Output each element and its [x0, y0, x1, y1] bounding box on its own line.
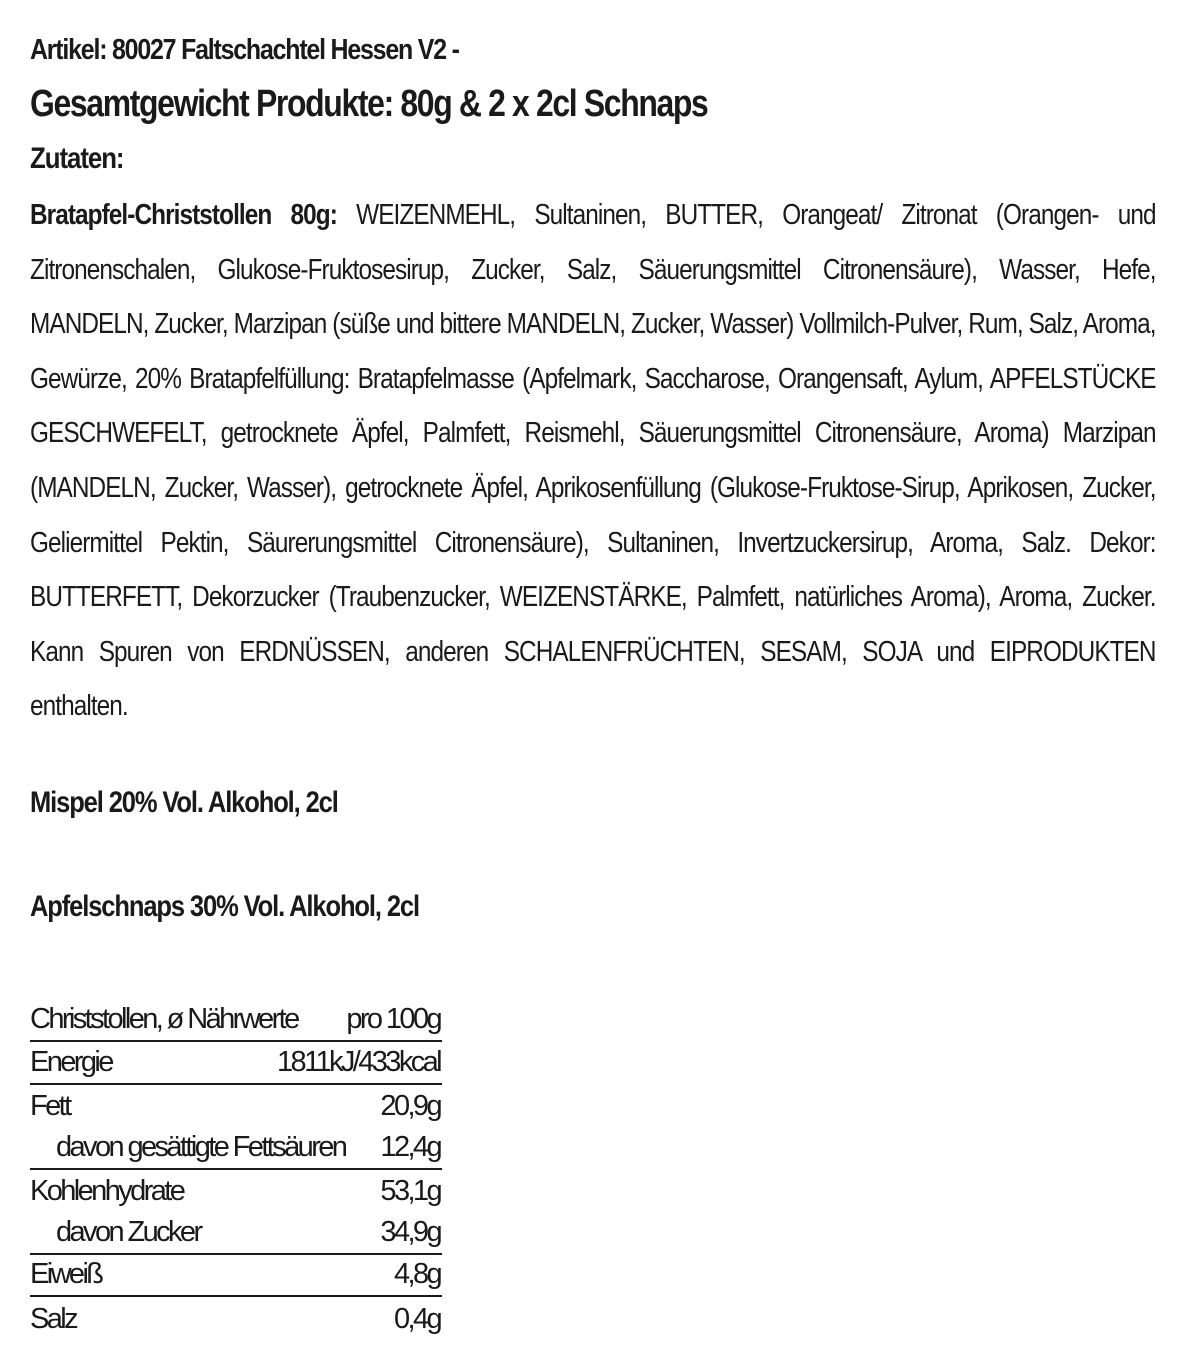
total-weight-line: Gesamtgewicht Produkte: 80g & 2 x 2cl Schnaps [30, 83, 708, 125]
nutrition-row-eiweiss [30, 1255, 442, 1298]
nutrition-row-fett [30, 1085, 442, 1128]
nutrition-row-zucker [30, 1212, 442, 1255]
nutrition-value: 12,4g [380, 1130, 440, 1163]
nutrition-label: Fett [30, 1090, 70, 1122]
nutrition-value: 20,9g [380, 1090, 440, 1122]
drink-mispel: Mispel 20% Vol. Alkohol, 2cl [30, 786, 338, 819]
nutrition-table [30, 1000, 442, 1340]
nutrition-header-row [30, 1000, 442, 1042]
nutrition-row-kohlenhydrate [30, 1170, 442, 1213]
nutrition-row-salz [30, 1297, 442, 1340]
nutrition-label: davon Zucker [56, 1215, 201, 1248]
nutrition-header-value: pro 100g [346, 1003, 440, 1035]
ingredients-heading: Zutaten: [30, 142, 124, 175]
nutrition-row-energie [30, 1042, 442, 1085]
nutrition-value: 53,1g [380, 1175, 440, 1207]
nutrition-row-gesaettigte-fettsaeuren [30, 1127, 442, 1170]
nutrition-value: 34,9g [380, 1215, 440, 1248]
nutrition-value: 0,4g [393, 1302, 440, 1335]
article-line: Artikel: 80027 Faltschachtel Hessen V2 - [30, 34, 459, 66]
nutrition-label: Energie [30, 1045, 112, 1078]
nutrition-value: 1811kJ/433kcal [277, 1045, 440, 1078]
nutrition-value: 4,8g [393, 1258, 440, 1290]
nutrition-label: Salz [30, 1302, 77, 1335]
nutrition-label: davon gesättigte Fettsäuren [56, 1130, 346, 1163]
ingredients-block [30, 186, 1156, 788]
nutrition-label: Kohlenhydrate [30, 1175, 184, 1207]
stollen-label: Bratapfel-Christstollen 80g: [30, 199, 337, 231]
stollen-ingredients [30, 188, 1156, 788]
nutrition-header-label: Christstollen, ø Nährwerte [30, 1003, 298, 1035]
drink-apfelschnaps: Apfelschnaps 30% Vol. Alkohol, 2cl [30, 890, 419, 923]
nutrition-label: Eiweiß [30, 1258, 102, 1290]
label-document [30, 24, 1156, 934]
stollen-ingredients-text: WEIZENMEHL, Sultaninen, BUTTER, Orangeat/ Zitronat (Orangen- und Zitronenschalen, Glukose-Fruktosesirup, Zucker, Salz, Säuerungsmittel Citronensäure), Wasser, Hefe, MANDELN, Zucker, Marzipan (süße und bittere MANDELN, Zucker, Wasser) Vollmilch-Pulver, Rum, Salz, Aroma, Gewürze, 20% Bratapfelfüllung: Bratapfelmasse (Apfelmark, Saccharose, Orangensaft, Aylum, APFELSTÜCKE GESCHWEFELT, getrocknete Äpfel, Palmfett, Reismehl, Säuerungsmittel Citronensäure, Aroma) Marzipan (MANDELN, Zucker, Wasser), getrocknete Äpfel, Aprikosenfüllung (Glukose-Fruktose-Sirup, Aprikosen, Zucker, Geliermittel Pektin, Säurerungsmittel Citronensäure), Sultaninen, Invertzuckersirup, Aroma, Salz. Dekor: BUTTERFETT, Dekorzucker (Traubenzucker, WEIZENSTÄRKE, Palmfett, natürliches Aroma), Aroma, Zucker. Kann Spuren von ERDNÜSSEN, anderen SCHALENFRÜCHTEN, SESAM, SOJA und EIPRODUKTEN enthalten. [30, 199, 1156, 723]
